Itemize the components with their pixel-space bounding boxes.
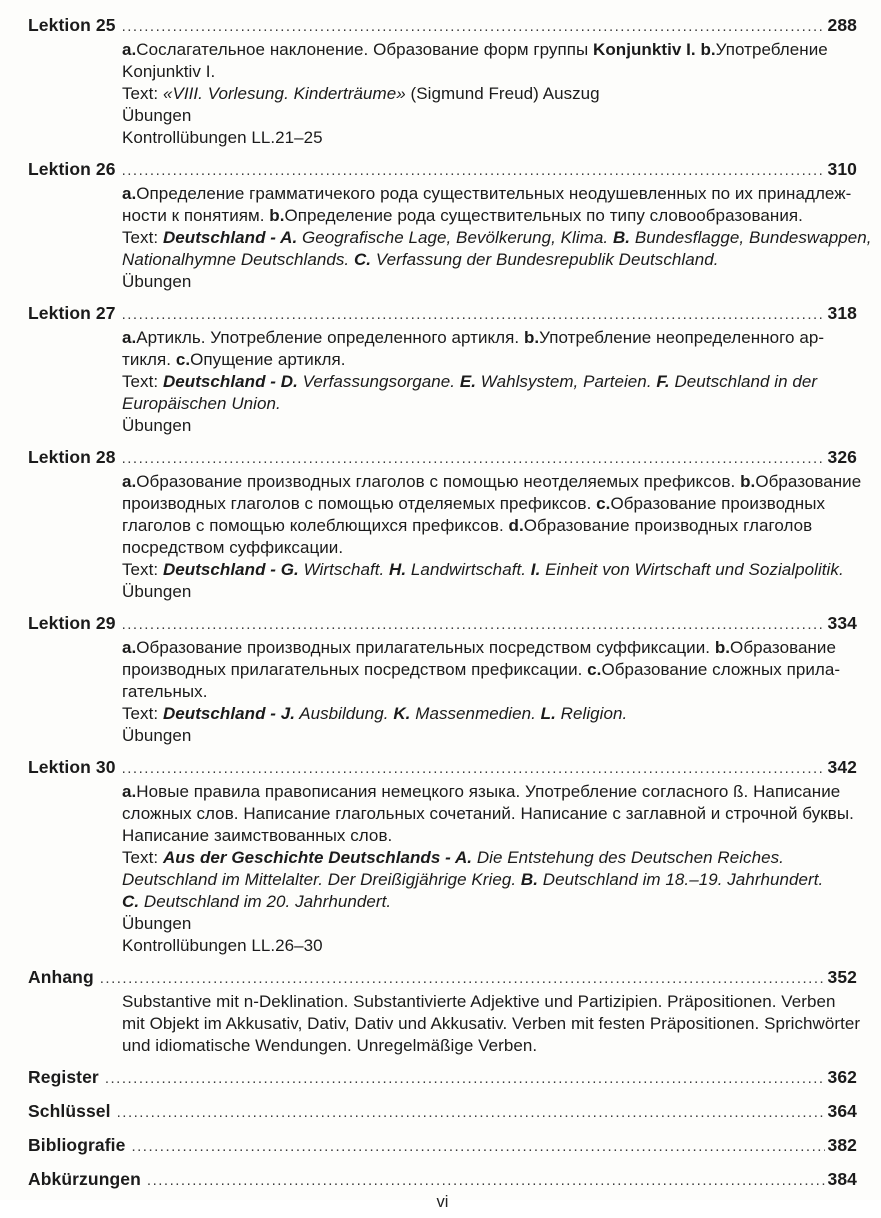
dot-leader: [147, 1167, 825, 1193]
entry-label: Lektion 30: [28, 757, 116, 777]
entry-label: Lektion 28: [28, 447, 116, 467]
dot-leader: [105, 1065, 825, 1091]
toc-entry-heading: [28, 755, 857, 781]
entry-page-number: 384: [827, 1169, 857, 1189]
toc-detail-line: производных прилагательных посредством префиксации. c.Образование сложных прила-: [122, 660, 841, 679]
toc-detail-line: mit Objekt im Akkusativ, Dativ, Dativ und Akkusativ. Verben mit festen Präpositionen. Sprichwörter: [122, 1014, 861, 1033]
toc-detail-line: a.Образование производных прилагательных посредством суффиксации. b.Образование: [122, 638, 836, 657]
toc-entry-heading: [28, 301, 857, 327]
entry-details: [122, 39, 857, 149]
toc-detail-line: глаголов с помощью колеблющихся префиксов. d.Образование производных глаголов: [122, 516, 813, 535]
entry-page-number: 382: [827, 1135, 857, 1155]
toc-detail-line: Übungen: [122, 416, 192, 435]
toc-detail-line: Kontrollübungen LL.21–25: [122, 128, 323, 147]
entry-page-number: 318: [827, 303, 857, 323]
toc-detail-line: a.Новые правила правописания немецкого языка. Употребление согласного ß. Написание: [122, 782, 841, 801]
toc-entry: [28, 1167, 857, 1193]
toc-detail-line: Text: Deutschland - A. Geografische Lage, Bevölkerung, Klima. B. Bundesflagge, Bundeswappen,: [122, 228, 872, 247]
toc-detail-line: Europäischen Union.: [122, 394, 281, 413]
toc-detail-line: Nationalhymne Deutschlands. C. Verfassung der Bundesrepublik Deutschland.: [122, 250, 719, 269]
dot-leader: [122, 611, 825, 637]
toc-detail-line: производных глаголов с помощью отделяемых префиксов. c.Образование производных: [122, 494, 826, 513]
toc-entry-heading: [28, 1167, 857, 1193]
toc-detail-line: Kontrollübungen LL.26–30: [122, 936, 323, 955]
entry-details: [122, 471, 862, 603]
entry-details: [122, 781, 857, 957]
dot-leader: [122, 755, 825, 781]
toc-entry-heading: [28, 1133, 857, 1159]
entry-label: Anhang: [28, 967, 94, 987]
toc-detail-line: a.Артикль. Употребление определенного артикля. b.Употребление неопределенного ар-: [122, 328, 825, 347]
toc-detail-line: Konjunktiv I.: [122, 62, 216, 81]
toc-detail-line: сложных слов. Написание глагольных сочетаний. Написание с заглавной и строчной буквы.: [122, 804, 854, 823]
toc-detail-line: Text: Deutschland - G. Wirtschaft. H. Landwirtschaft. I. Einheit von Wirtschaft und Sozialpolitik.: [122, 560, 844, 579]
toc-entry: [28, 301, 857, 437]
entry-label: Bibliografie: [28, 1135, 126, 1155]
toc-entry-heading: [28, 13, 857, 39]
entry-page-number: 352: [827, 967, 857, 987]
toc-entry: [28, 1099, 857, 1125]
dot-leader: [131, 1133, 824, 1159]
entry-label: Register: [28, 1067, 99, 1087]
toc-entry-heading: [28, 1065, 857, 1091]
entry-label: Lektion 27: [28, 303, 116, 323]
toc-detail-line: a.Сослагательное наклонение. Образование форм группы Konjunktiv I. b.Употребление: [122, 40, 828, 59]
footer-page-number: vi: [436, 1193, 449, 1211]
toc-entry-heading: [28, 611, 857, 637]
toc-entry-heading: [28, 445, 857, 471]
toc-entry-heading: [28, 157, 857, 183]
toc: [28, 13, 872, 1193]
dot-leader: [122, 301, 825, 327]
entry-page-number: 334: [827, 613, 857, 633]
toc-detail-line: Text: Aus der Geschichte Deutschlands - A. Die Entstehung des Deutschen Reiches.: [122, 848, 784, 867]
toc-entry: [28, 1065, 857, 1091]
entry-details: [122, 991, 861, 1057]
entry-details: [122, 183, 872, 293]
toc-detail-line: a.Образование производных глаголов с помощью неотделяемых префиксов. b.Образование: [122, 472, 862, 491]
toc-entry: [28, 755, 857, 957]
toc-entry: [28, 157, 872, 293]
toc-detail-line: Übungen: [122, 106, 192, 125]
entry-label: Lektion 29: [28, 613, 116, 633]
dot-leader: [117, 1099, 825, 1125]
toc-entry: [28, 611, 857, 747]
entry-label: Abkürzungen: [28, 1169, 141, 1189]
toc-detail-line: C. Deutschland im 20. Jahrhundert.: [122, 892, 392, 911]
entry-page-number: 326: [827, 447, 857, 467]
dot-leader: [122, 445, 825, 471]
entry-details: [122, 327, 857, 437]
toc-detail-line: Übungen: [122, 272, 192, 291]
toc-detail-line: a.Определение грамматичекого рода существительных неодушевленных по их принадлеж-: [122, 184, 852, 203]
dot-leader: [100, 965, 825, 991]
toc-detail-line: Übungen: [122, 582, 192, 601]
toc-entry-heading: [28, 965, 857, 991]
toc-entry: [28, 1133, 857, 1159]
toc-detail-line: Deutschland im Mittelalter. Der Dreißigjährige Krieg. B. Deutschland im 18.–19. Jahrhundert.: [122, 870, 824, 889]
toc-detail-line: тикля. c.Опущение артикля.: [122, 350, 346, 369]
toc-detail-line: Substantive mit n-Deklination. Substantivierte Adjektive und Partizipien. Präpositionen. Verben: [122, 992, 836, 1011]
toc-detail-line: гательных.: [122, 682, 208, 701]
toc-detail-line: Text: Deutschland - J. Ausbildung. K. Massenmedien. L. Religion.: [122, 704, 628, 723]
entry-label: Lektion 25: [28, 15, 116, 35]
dot-leader: [122, 157, 825, 183]
entry-page-number: 364: [827, 1101, 857, 1121]
dot-leader: [122, 13, 825, 39]
entry-page-number: 342: [827, 757, 857, 777]
toc-entry-heading: [28, 1099, 857, 1125]
entry-page-number: 288: [827, 15, 857, 35]
toc-entry: [28, 965, 861, 1057]
toc-entry: [28, 13, 857, 149]
toc-detail-line: Написание заимствованных слов.: [122, 826, 393, 845]
entry-page-number: 310: [827, 159, 857, 179]
entry-label: Schlüssel: [28, 1101, 111, 1121]
toc-detail-line: Übungen: [122, 726, 192, 745]
entry-page-number: 362: [827, 1067, 857, 1087]
toc-entry: [28, 445, 862, 603]
toc-detail-line: посредством суффиксации.: [122, 538, 344, 557]
entry-details: [122, 637, 857, 747]
entry-label: Lektion 26: [28, 159, 116, 179]
toc-detail-line: Text: «VIII. Vorlesung. Kinderträume» (Sigmund Freud) Auszug: [122, 84, 600, 103]
toc-detail-line: Übungen: [122, 914, 192, 933]
toc-detail-line: und idiomatische Wendungen. Unregelmäßige Verben.: [122, 1036, 538, 1055]
toc-detail-line: ности к понятиям. b.Определение рода существительных по типу словообразования.: [122, 206, 803, 225]
toc-detail-line: Text: Deutschland - D. Verfassungsorgane. E. Wahlsystem, Parteien. F. Deutschland in der: [122, 372, 818, 391]
